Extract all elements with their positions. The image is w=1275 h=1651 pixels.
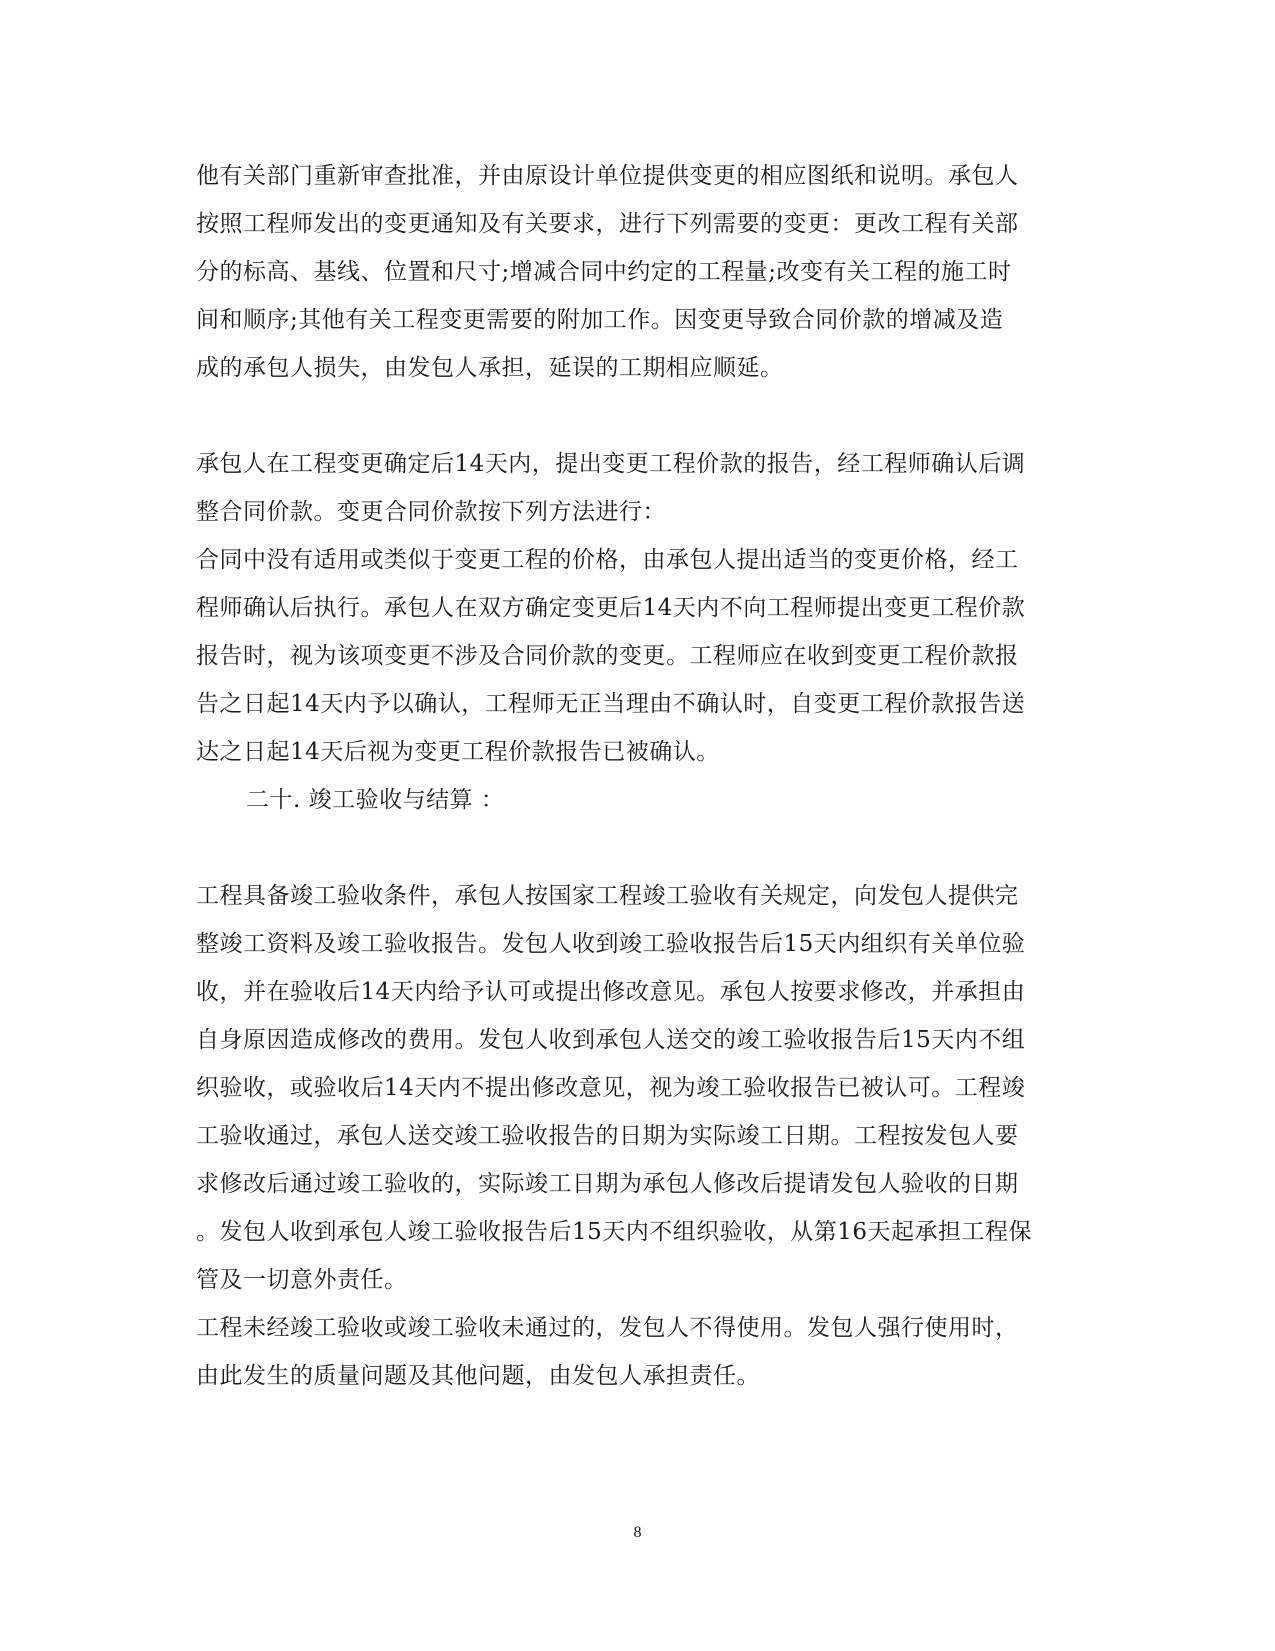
text-line: 工程未经竣工验收或竣工验收未通过的，发包人不得使用。发包人强行使用时， <box>196 1315 1019 1341</box>
text-line: 合同中没有适用或类似于变更工程的价格，由承包人提出适当的变更价格，经工 <box>196 547 1019 573</box>
text-line: 间和顺序;其他有关工程变更需要的附加工作。因变更导致合同价款的增减及造 <box>196 307 1004 333</box>
text-line: 整竣工资料及竣工验收报告。发包人收到竣工验收报告后15天内组织有关单位验 <box>196 931 1026 957</box>
paragraph-price-method <box>196 536 1076 776</box>
page-number: 8 <box>633 1524 642 1541</box>
text-line: 由此发生的质量问题及其他问题，由发包人承担责任。 <box>196 1363 760 1389</box>
text-line: 按照工程师发出的变更通知及有关要求，进行下列需要的变更：更改工程有关部 <box>196 211 1019 237</box>
text-line: 告之日起14天内予以确认，工程师无正当理由不确认时，自变更工程价款报告送 <box>196 691 1026 717</box>
text-line: 。发包人收到承包人竣工验收报告后15天内不组织验收，从第16天起承担工程保 <box>196 1219 1033 1245</box>
paragraph-unaccepted-use <box>196 1304 1076 1400</box>
text-line: 管及一切意外责任。 <box>196 1267 408 1293</box>
paragraph-change-approval <box>196 152 1076 392</box>
paragraph-gap <box>196 392 1076 440</box>
text-line: 工程具备竣工验收条件，承包人按国家工程竣工验收有关规定，向发包人提供完 <box>196 883 1019 909</box>
text-line: 工验收通过，承包人送交竣工验收报告的日期为实际竣工日期。工程按发包人要 <box>196 1123 1019 1149</box>
paragraph-price-adjustment <box>196 440 1076 536</box>
paragraph-completion-acceptance <box>196 872 1076 1304</box>
text-line: 求修改后通过竣工验收的，实际竣工日期为承包人修改后提请发包人验收的日期 <box>196 1171 1019 1197</box>
text-line: 织验收，或验收后14天内不提出修改意见，视为竣工验收报告已被认可。工程竣 <box>196 1075 1026 1101</box>
text-line: 自身原因造成修改的费用。发包人收到承包人送交的竣工验收报告后15天内不组 <box>196 1027 1026 1053</box>
text-line: 收，并在验收后14天内给予认可或提出修改意见。承包人按要求修改，并承担由 <box>196 979 1026 1005</box>
text-line: 整合同价款。变更合同价款按下列方法进行： <box>196 499 666 525</box>
text-line: 成的承包人损失，由发包人承担，延误的工期相应顺延。 <box>196 355 784 381</box>
text-line: 他有关部门重新审查批准，并由原设计单位提供变更的相应图纸和说明。承包人 <box>196 163 1019 189</box>
document-body <box>196 152 1076 1400</box>
text-line: 达之日起14天后视为变更工程价款报告已被确认。 <box>196 739 720 765</box>
text-line: 分的标高、基线、位置和尺寸;增减合同中约定的工程量;改变有关工程的施工时 <box>196 259 1012 285</box>
paragraph-gap <box>196 824 1076 872</box>
section-heading: 二十. 竣工验收与结算 ： <box>246 787 505 813</box>
text-line: 承包人在工程变更确定后14天内，提出变更工程价款的报告，经工程师确认后调 <box>196 451 1026 477</box>
text-line: 程师确认后执行。承包人在双方确定变更后14天内不向工程师提出变更工程价款 <box>196 595 1026 621</box>
text-line: 报告时，视为该项变更不涉及合同价款的变更。工程师应在收到变更工程价款报 <box>196 643 1019 669</box>
